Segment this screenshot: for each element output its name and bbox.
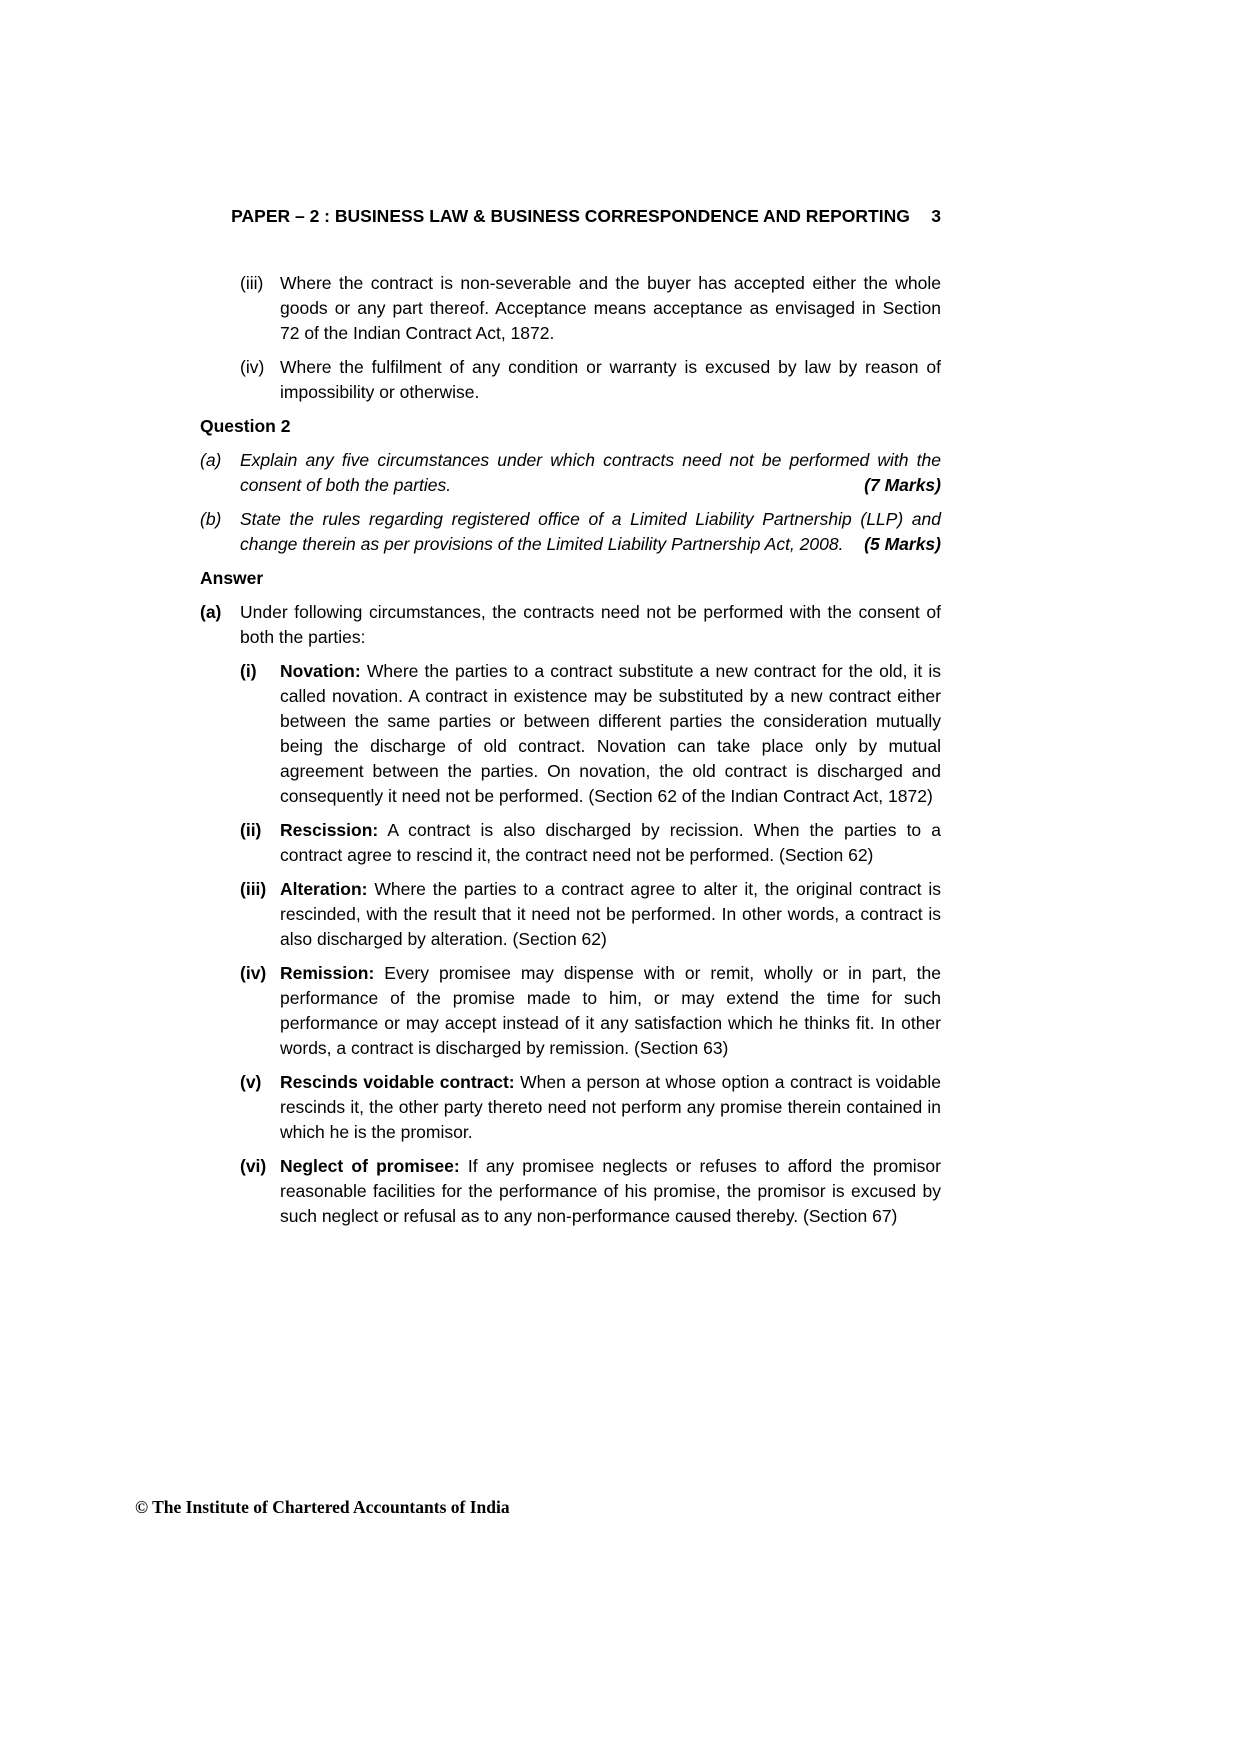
- answer-item-lead: Neglect of promisee:: [280, 1156, 460, 1176]
- answer-intro: [200, 600, 941, 650]
- answer-item-alteration: [240, 877, 941, 952]
- answer-item-text: [280, 1070, 941, 1145]
- question-part-b: [200, 507, 941, 557]
- marks-label: (5 Marks): [864, 534, 941, 554]
- answer-item-text: [280, 1154, 941, 1229]
- question-2-heading: Question 2: [200, 416, 291, 436]
- page-header: [200, 204, 941, 229]
- answer-item-body: If any promisee neglects or refuses to afford the promisor reasonable facilities for the performance of his promise, the promisor is excused by such neglect or refusal as to any non-performance caused thereby. (Section 67): [280, 1156, 941, 1226]
- question-part-a: [200, 448, 941, 498]
- answer-item-body: Where the parties to a contract substitute a new contract for the old, it is called novation. A contract in existence may be substituted by a new contract either between the same parties or between different parties the consideration mutually being the discharge of old contract. Novation can take place only by mutual agreement between the parties. On novation, the old contract is discharged and consequently it need not be performed. (Section 62 of the Indian Contract Act, 1872): [280, 661, 941, 806]
- question-part-text: [240, 448, 941, 498]
- answer-item-novation: [240, 659, 941, 809]
- answer-item-lead: Rescinds voidable contract:: [280, 1072, 515, 1092]
- answer-item-marker: (v): [240, 1072, 262, 1092]
- list-marker: (iii): [240, 273, 264, 293]
- answer-item-body: Where the parties to a contract agree to alter it, the original contract is rescinded, with the result that it need not be performed. In other words, a contract is also discharged by alteration. (Section 62): [280, 879, 941, 949]
- answer-item-text: [280, 818, 941, 868]
- answer-item-text: [280, 961, 941, 1061]
- question-part-marker: (a): [200, 450, 222, 470]
- question-part-text: [240, 507, 941, 557]
- page-header-title: PAPER – 2 : BUSINESS LAW & BUSINESS CORRESPONDENCE AND REPORTING: [231, 206, 910, 226]
- list-item-iv: [240, 355, 941, 405]
- answer-item-text: [280, 659, 941, 809]
- answer-heading: Answer: [200, 568, 264, 588]
- page-number: 3: [931, 206, 941, 226]
- answer-item-lead: Novation:: [280, 661, 361, 681]
- page-content: [200, 204, 941, 1238]
- answer-item-marker: (vi): [240, 1156, 267, 1176]
- list-marker: (iv): [240, 357, 265, 377]
- list-text: Where the contract is non-severable and the buyer has accepted either the whole goods or any part thereof. Acceptance means acceptance as envisaged in Section 72 of the Indian Contract Act, 1872.: [280, 273, 941, 343]
- marks-label: (7 Marks): [864, 475, 941, 495]
- answer-item-rescinds-voidable: [240, 1070, 941, 1145]
- answer-item-text: [280, 877, 941, 952]
- answer-intro-marker: (a): [200, 602, 222, 622]
- list-text: Where the fulfilment of any condition or warranty is excused by law by reason of impossibility or otherwise.: [280, 357, 941, 402]
- answer-item-marker: (ii): [240, 820, 262, 840]
- answer-item-body: When a person at whose option a contract is voidable rescinds it, the other party thereto need not perform any promise therein contained in which he is the promisor.: [280, 1072, 941, 1142]
- answer-item-lead: Alteration:: [280, 879, 368, 899]
- question-text: State the rules regarding registered office of a Limited Liability Partnership (LLP) and change therein as per provisions of the Limited Liability Partnership Act, 2008.: [240, 509, 941, 554]
- question-text: Explain any five circumstances under which contracts need not be performed with the consent of both the parties.: [240, 450, 941, 495]
- answer-item-remission: [240, 961, 941, 1061]
- answer-item-lead: Remission:: [280, 963, 375, 983]
- answer-item-marker: (iii): [240, 879, 267, 899]
- answer-item-neglect-of-promisee: [240, 1154, 941, 1229]
- answer-item-body: Every promisee may dispense with or remit, wholly or in part, the performance of the promise made to him, or may extend the time for such performance or may accept instead of it any satisfaction which he thinks fit. In other words, a contract is discharged by remission. (Section 63): [280, 963, 941, 1058]
- copyright-footer: © The Institute of Chartered Accountants of India: [135, 1497, 510, 1517]
- answer-item-rescission: [240, 818, 941, 868]
- answer-intro-text: Under following circumstances, the contracts need not be performed with the consent of both the parties:: [240, 602, 941, 647]
- question-part-marker: (b): [200, 509, 222, 529]
- list-item-iii: [240, 271, 941, 346]
- answer-item-marker: (i): [240, 661, 257, 681]
- answer-item-marker: (iv): [240, 963, 267, 983]
- answer-item-body: A contract is also discharged by recission. When the parties to a contract agree to rescind it, the contract need not be performed. (Section 62): [280, 820, 941, 865]
- answer-item-lead: Rescission:: [280, 820, 379, 840]
